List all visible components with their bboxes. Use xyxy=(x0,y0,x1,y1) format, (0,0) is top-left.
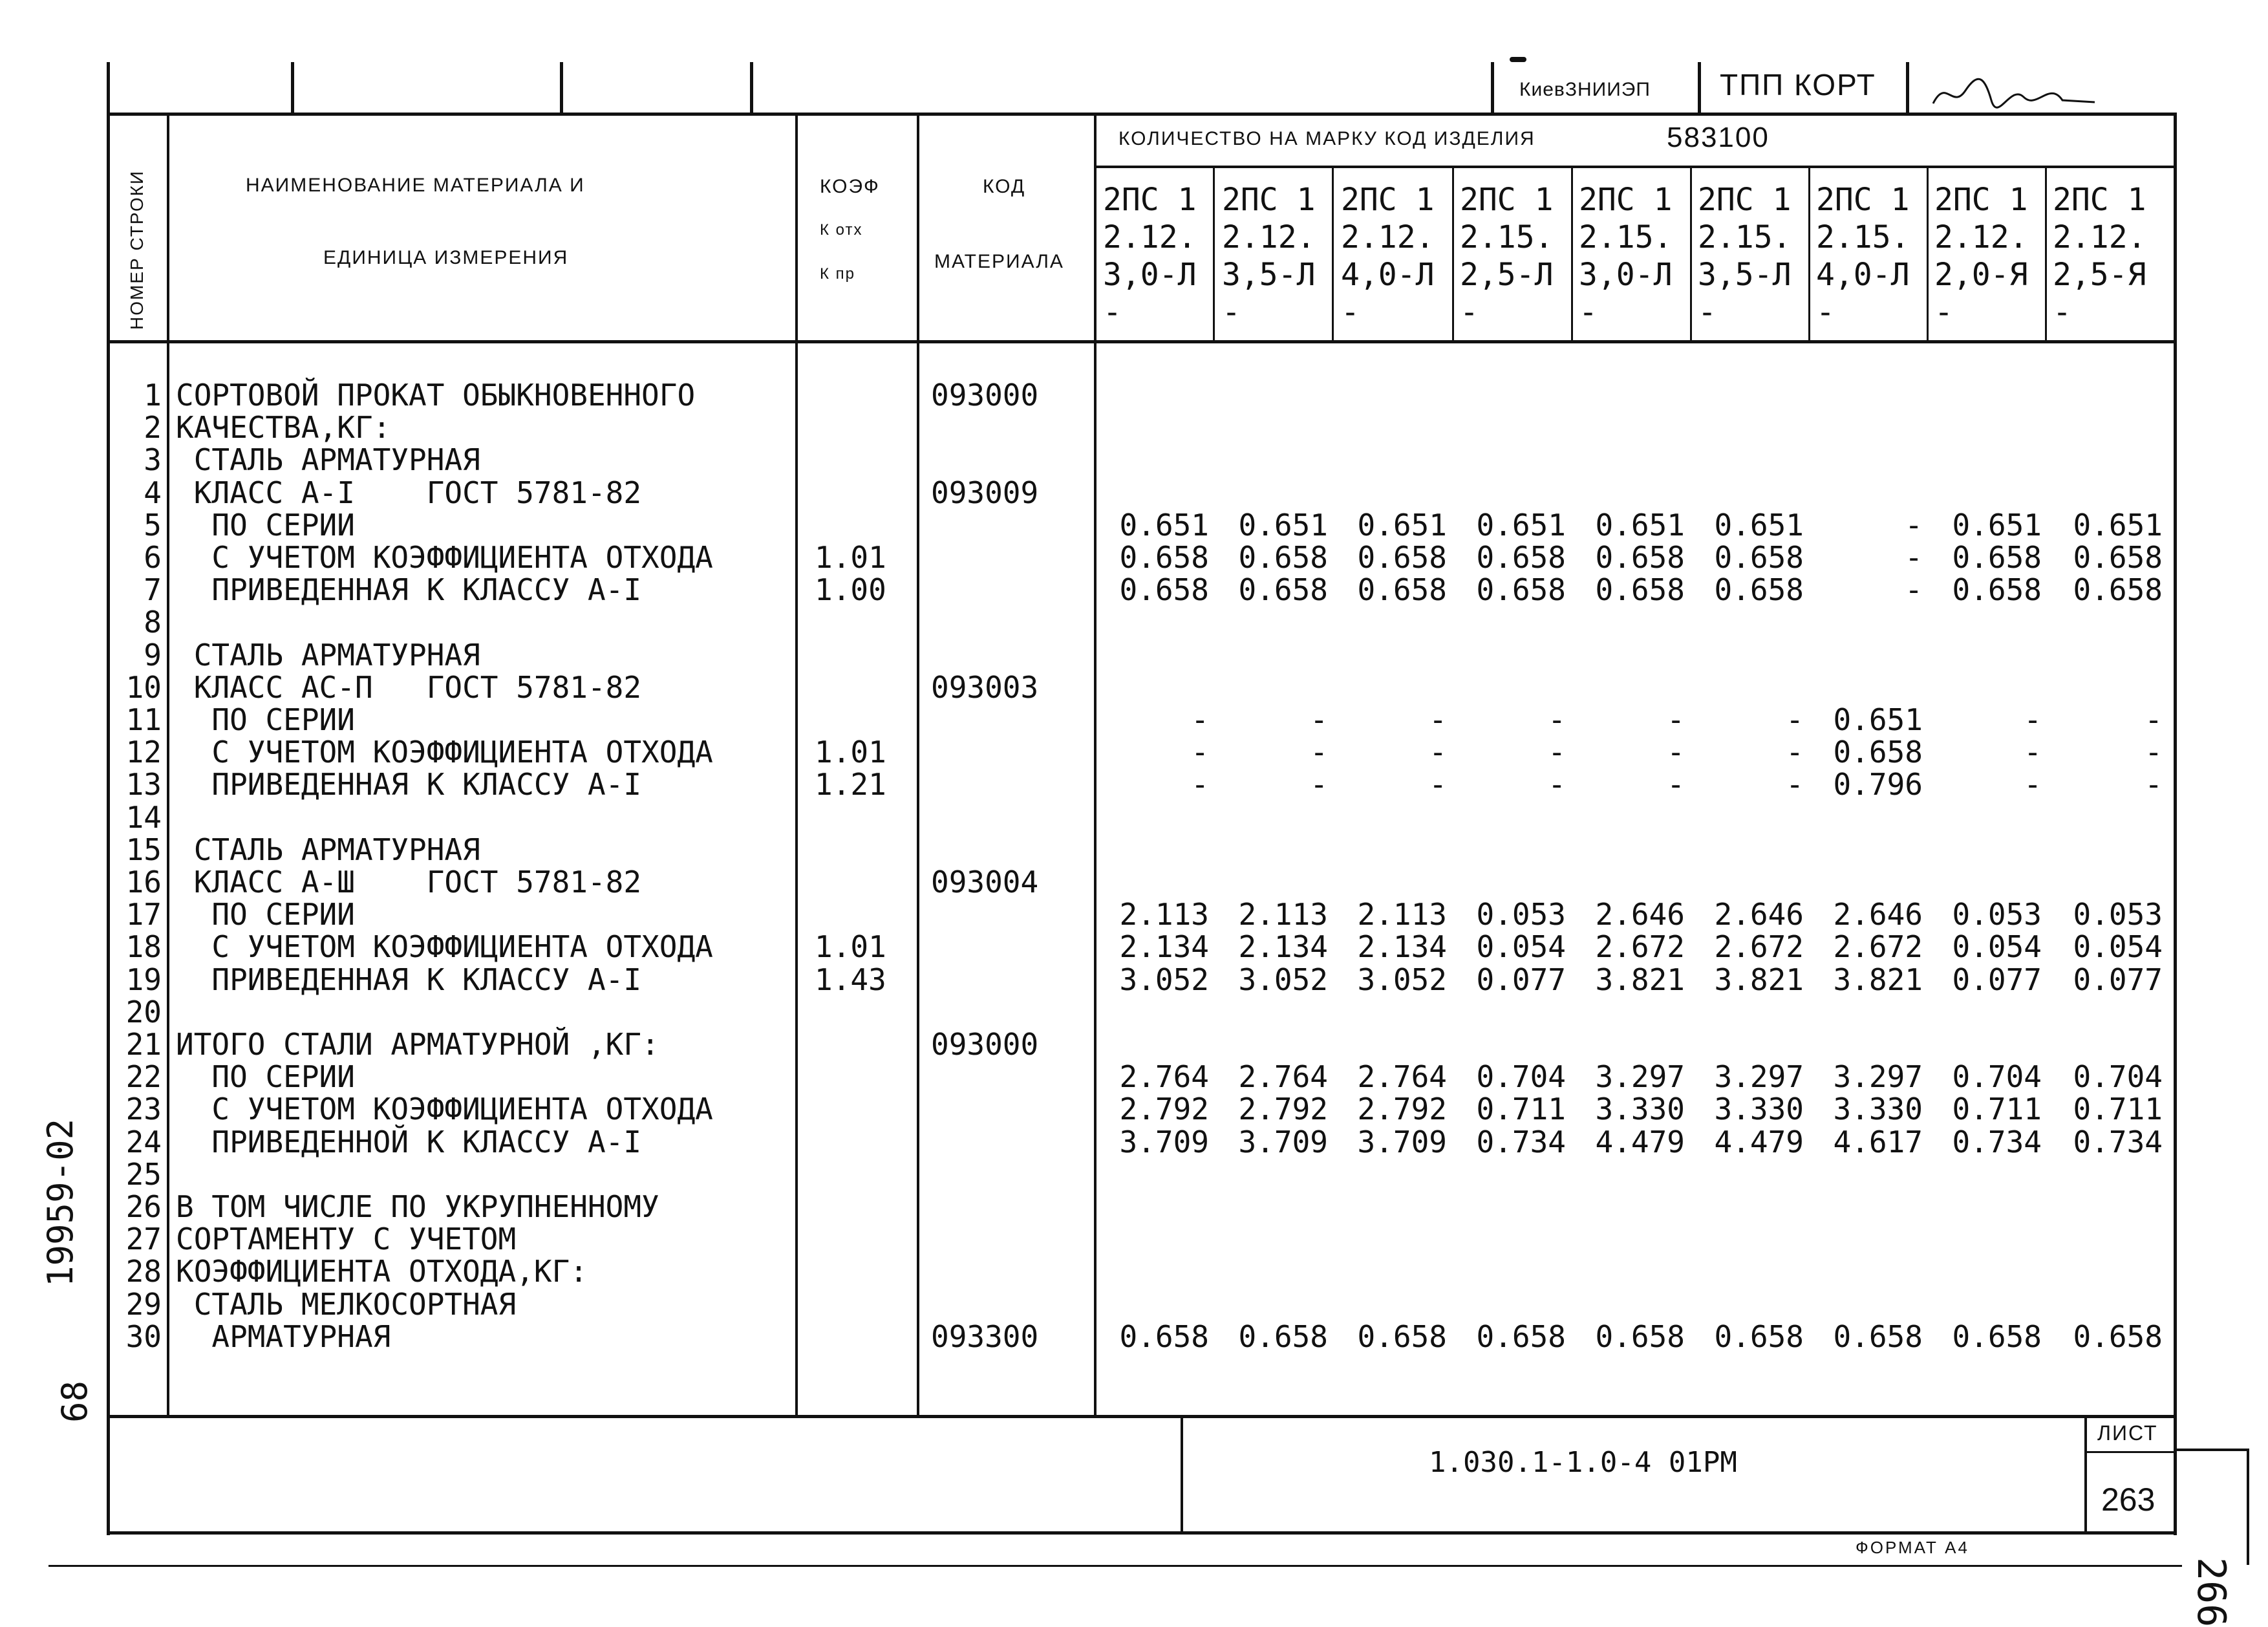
row-number: 8 xyxy=(144,605,162,640)
material-code: 093000 xyxy=(931,378,1039,413)
quantity-value: 0.651 xyxy=(1714,507,1804,543)
quantity-value: - xyxy=(2024,735,2042,770)
page-mark: 68 xyxy=(54,1380,95,1423)
row-number: 12 xyxy=(125,735,162,770)
quantity-value: 0.734 xyxy=(1476,1124,1566,1159)
quantity-value: 2.672 xyxy=(1833,929,1923,965)
quantity-value: 3.821 xyxy=(1714,962,1804,997)
quantity-value: 0.734 xyxy=(1952,1124,2042,1159)
quantity-value: 3.297 xyxy=(1833,1059,1923,1095)
quantity-value: - xyxy=(2024,767,2042,803)
quantity-value: 3.821 xyxy=(1833,962,1923,997)
quantity-value: 0.704 xyxy=(2073,1059,2163,1095)
quantity-value: 0.658 xyxy=(1833,735,1923,770)
row-number-label: НОМЕР СТРОКИ xyxy=(127,169,147,330)
quantity-value: - xyxy=(2145,702,2163,737)
product-column-header xyxy=(1934,181,2051,331)
product-header-line: 3,5-Л xyxy=(1222,257,1316,293)
product-header-line: 2ПС 1 xyxy=(2053,182,2146,218)
quantity-value: 0.651 xyxy=(1119,507,1209,543)
row-number: 4 xyxy=(144,475,162,510)
material-name: ПО СЕРИИ xyxy=(176,702,355,737)
material-name: ПО СЕРИИ xyxy=(176,897,355,932)
material-code: 093300 xyxy=(931,1319,1039,1354)
product-column-header xyxy=(1460,181,1576,331)
quantity-value: - xyxy=(1905,540,1923,575)
quantity-value: 0.658 xyxy=(1357,1319,1447,1354)
material-name: С УЧЕТОМ КОЭФФИЦИЕНТА ОТХОДА xyxy=(176,735,713,770)
material-name: ПРИВЕДЕННАЯ К КЛАССУ А-I xyxy=(176,962,642,997)
product-header-line: 2.12. xyxy=(1934,219,2028,255)
quantity-value: - xyxy=(1548,767,1566,803)
quantity-value: 0.054 xyxy=(2073,929,2163,965)
product-header-line: 2ПС 1 xyxy=(1934,182,2028,218)
quantity-value: 0.658 xyxy=(1714,1319,1804,1354)
row-number: 24 xyxy=(125,1124,162,1159)
material-name: ИТОГО СТАЛИ АРМАТУРНОЙ ,КГ: xyxy=(176,1027,659,1062)
material-name: КЛАСС А-I ГОСТ 5781-82 xyxy=(176,475,642,510)
coefficient: 1.43 xyxy=(815,962,886,997)
material-name: КОЭФФИЦИЕНТА ОТХОДА,КГ: xyxy=(176,1254,588,1289)
quantity-value: 0.658 xyxy=(1238,572,1328,608)
product-header-line: - xyxy=(1698,294,1717,330)
material-name: С УЧЕТОМ КОЭФФИЦИЕНТА ОТХОДА xyxy=(176,929,713,965)
row-number: 3 xyxy=(144,442,162,478)
product-header-line: 2,5-Я xyxy=(2053,257,2146,293)
row-number: 23 xyxy=(125,1092,162,1127)
quantity-value: - xyxy=(2145,767,2163,803)
row-number: 21 xyxy=(125,1027,162,1062)
product-header-line: 2.15. xyxy=(1579,219,1673,255)
row-number: 13 xyxy=(125,767,162,803)
quantity-value: 0.651 xyxy=(1238,507,1328,543)
quantity-value: 0.658 xyxy=(1714,572,1804,608)
quantity-value: 2.672 xyxy=(1595,929,1685,965)
quantity-value: 0.658 xyxy=(1833,1319,1923,1354)
quantity-value: 3.052 xyxy=(1238,962,1328,997)
product-header-line: 3,5-Л xyxy=(1698,257,1792,293)
quantity-value: 0.651 xyxy=(1357,507,1447,543)
product-header-line: 2.12. xyxy=(1341,219,1435,255)
code-header-line1: КОД xyxy=(983,176,1026,197)
quantity-value: 0.796 xyxy=(1833,767,1923,803)
coef-header-line2: К отх xyxy=(820,221,863,239)
row-number: 29 xyxy=(125,1286,162,1322)
material-code: 093000 xyxy=(931,1027,1039,1062)
quantity-value: 2.113 xyxy=(1357,897,1447,932)
quantity-value: - xyxy=(1548,735,1566,770)
quantity-value: 0.658 xyxy=(1952,572,2042,608)
quantity-value: 0.704 xyxy=(1476,1059,1566,1095)
material-code: 093009 xyxy=(931,475,1039,510)
row-number: 6 xyxy=(144,540,162,575)
quantity-value: 2.113 xyxy=(1238,897,1328,932)
product-header-line: 2.12. xyxy=(1222,219,1316,255)
material-name: ПРИВЕДЕННАЯ К КЛАССУ А-I xyxy=(176,572,642,608)
code-header-line2: МАТЕРИАЛА xyxy=(934,251,1064,272)
quantity-value: 3.052 xyxy=(1357,962,1447,997)
quantity-value: 4.479 xyxy=(1714,1124,1804,1159)
quantity-value: 0.658 xyxy=(2073,572,2163,608)
quantity-value: - xyxy=(1191,767,1209,803)
coefficient: 1.21 xyxy=(815,767,886,803)
quantity-value: 0.658 xyxy=(1595,572,1685,608)
product-column-header xyxy=(2053,181,2169,331)
quantity-value: 3.330 xyxy=(1595,1092,1685,1127)
row-number: 5 xyxy=(144,507,162,543)
quantity-value: 0.651 xyxy=(1595,507,1685,543)
quantity-value: 0.651 xyxy=(1476,507,1566,543)
material-name: КЛАСС А-Ш ГОСТ 5781-82 xyxy=(176,865,642,900)
quantity-value: 0.658 xyxy=(1714,540,1804,575)
product-header-line: - xyxy=(1460,294,1479,330)
quantity-value: 0.658 xyxy=(2073,1319,2163,1354)
quantity-value: 2.646 xyxy=(1714,897,1804,932)
product-column-header xyxy=(1222,181,1338,331)
row-number: 22 xyxy=(125,1059,162,1095)
quantity-value: - xyxy=(1905,572,1923,608)
material-name: ПО СЕРИИ xyxy=(176,507,355,543)
quantity-value: 0.053 xyxy=(2073,897,2163,932)
material-name: АРМАТУРНАЯ xyxy=(176,1319,391,1354)
row-number: 10 xyxy=(125,669,162,705)
quantity-value: 3.709 xyxy=(1119,1124,1209,1159)
quantity-value: 0.053 xyxy=(1476,897,1566,932)
quantity-value: 0.658 xyxy=(1476,1319,1566,1354)
row-number: 15 xyxy=(125,832,162,867)
quantity-value: 0.053 xyxy=(1952,897,2042,932)
product-header-line: 2ПС 1 xyxy=(1816,182,1910,218)
material-name: СТАЛЬ АРМАТУРНАЯ xyxy=(176,637,480,673)
quantity-value: 0.658 xyxy=(1357,540,1447,575)
material-name-header-line1: НАИМЕНОВАНИЕ МАТЕРИАЛА И xyxy=(246,175,585,196)
quantity-value: - xyxy=(1548,702,1566,737)
row-number: 25 xyxy=(125,1156,162,1192)
quantity-value: 3.709 xyxy=(1357,1124,1447,1159)
product-header-line: 2ПС 1 xyxy=(1222,182,1316,218)
product-column-header xyxy=(1579,181,1695,331)
product-header-line: 2,5-Л xyxy=(1460,257,1554,293)
quantity-value: 0.651 xyxy=(1833,702,1923,737)
quantity-value: - xyxy=(1429,767,1447,803)
quantity-value: - xyxy=(2024,702,2042,737)
quantity-value: 0.658 xyxy=(1238,540,1328,575)
quantity-value: 0.711 xyxy=(1952,1092,2042,1127)
product-header-line: 2ПС 1 xyxy=(1103,182,1197,218)
quantity-value: - xyxy=(2145,735,2163,770)
product-header-line: 4,0-Л xyxy=(1341,257,1435,293)
product-header-line: 2,0-Я xyxy=(1934,257,2028,293)
quantity-value: 3.330 xyxy=(1833,1092,1923,1127)
quantity-value: - xyxy=(1429,702,1447,737)
product-header-line: 2ПС 1 xyxy=(1341,182,1435,218)
product-header-line: 2.15. xyxy=(1460,219,1554,255)
product-header-line: - xyxy=(1579,294,1598,330)
material-name: СОРТОВОЙ ПРОКАТ ОБЫКНОВЕННОГО xyxy=(176,378,696,413)
product-header-line: - xyxy=(1341,294,1360,330)
material-name: ПО СЕРИИ xyxy=(176,1059,355,1095)
quantity-value: 0.651 xyxy=(1952,507,2042,543)
quantity-value: 0.658 xyxy=(1476,540,1566,575)
quantity-value: - xyxy=(1191,735,1209,770)
row-number: 27 xyxy=(125,1222,162,1257)
product-header-line: 4,0-Л xyxy=(1816,257,1910,293)
material-name-header-line2: ЕДИНИЦА ИЗМЕРЕНИЯ xyxy=(323,247,569,268)
material-name: КАЧЕСТВА,КГ: xyxy=(176,410,391,446)
organization-name: КиевЗНИИЭП xyxy=(1519,79,1651,100)
quantity-value: 0.077 xyxy=(2073,962,2163,997)
material-name: В ТОМ ЧИСЛЕ ПО УКРУПНЕННОМУ xyxy=(176,1189,659,1224)
quantity-value: 0.651 xyxy=(2073,507,2163,543)
product-header-line: 2.15. xyxy=(1698,219,1792,255)
material-code: 093003 xyxy=(931,669,1039,705)
row-number: 1 xyxy=(144,378,162,413)
coefficient: 1.01 xyxy=(815,540,886,575)
quantity-value: 4.617 xyxy=(1833,1124,1923,1159)
signature xyxy=(1927,65,2121,116)
quantity-value: 0.711 xyxy=(1476,1092,1566,1127)
quantity-value: 2.792 xyxy=(1238,1092,1328,1127)
product-header-line: - xyxy=(2053,294,2071,330)
quantity-value: 2.113 xyxy=(1119,897,1209,932)
quantity-value: 3.330 xyxy=(1714,1092,1804,1127)
quantity-value: - xyxy=(1667,702,1685,737)
sheet-number: 263 xyxy=(2101,1482,2156,1518)
quantity-value: - xyxy=(1191,702,1209,737)
document-type: ТПП КОРТ xyxy=(1720,68,1876,102)
quantity-value: 0.658 xyxy=(1238,1319,1328,1354)
quantity-value: 0.711 xyxy=(2073,1092,2163,1127)
quantity-value: 0.658 xyxy=(1119,540,1209,575)
quantity-value: - xyxy=(1310,735,1328,770)
quantity-value: 2.134 xyxy=(1238,929,1328,965)
material-name: ПРИВЕДЕННОЙ К КЛАССУ А-I xyxy=(176,1124,642,1159)
quantity-value: 2.646 xyxy=(1833,897,1923,932)
row-number: 30 xyxy=(125,1319,162,1354)
coef-header-line1: КОЭФ xyxy=(820,176,880,197)
row-number: 11 xyxy=(125,702,162,737)
product-header-line: 3,0-Л xyxy=(1579,257,1673,293)
row-number: 20 xyxy=(125,994,162,1029)
quantity-value: 0.054 xyxy=(1476,929,1566,965)
row-number: 7 xyxy=(144,572,162,608)
row-number: 19 xyxy=(125,962,162,997)
product-header-line: 2.12. xyxy=(1103,219,1197,255)
quantity-value: 0.054 xyxy=(1952,929,2042,965)
quantity-value: 2.134 xyxy=(1357,929,1447,965)
quantity-value: 0.658 xyxy=(1119,572,1209,608)
quantity-value: - xyxy=(1786,767,1804,803)
quantity-value: - xyxy=(1667,767,1685,803)
product-header-line: 2ПС 1 xyxy=(1579,182,1673,218)
material-name: С УЧЕТОМ КОЭФФИЦИЕНТА ОТХОДА xyxy=(176,1092,713,1127)
quantity-value: 3.297 xyxy=(1595,1059,1685,1095)
product-header-line: 2.12. xyxy=(2053,219,2146,255)
product-header-line: - xyxy=(1222,294,1241,330)
quantity-value: 2.764 xyxy=(1357,1059,1447,1095)
material-name: СОРТАМЕНТУ С УЧЕТОМ xyxy=(176,1222,517,1257)
quantity-value: - xyxy=(1667,735,1685,770)
quantity-value: 0.734 xyxy=(2073,1124,2163,1159)
quantity-value: 0.658 xyxy=(1595,540,1685,575)
quantity-value: 2.134 xyxy=(1119,929,1209,965)
material-name: С УЧЕТОМ КОЭФФИЦИЕНТА ОТХОДА xyxy=(176,540,713,575)
row-number: 28 xyxy=(125,1254,162,1289)
quantity-value: 0.658 xyxy=(1119,1319,1209,1354)
product-header-line: - xyxy=(1816,294,1835,330)
quantity-value: - xyxy=(1310,702,1328,737)
product-header-line: 3,0-Л xyxy=(1103,257,1197,293)
coef-header-line3: К пр xyxy=(820,265,855,283)
product-column-header xyxy=(1341,181,1457,331)
format-label: ФОРМАТ А4 xyxy=(1856,1538,1969,1557)
product-header-line: - xyxy=(1103,294,1122,330)
quantity-header: КОЛИЧЕСТВО НА МАРКУ КОД ИЗДЕЛИЯ xyxy=(1118,128,1535,149)
material-code: 093004 xyxy=(931,865,1039,900)
inventory-number: 19959-02 xyxy=(40,1118,81,1287)
coefficient: 1.01 xyxy=(815,929,886,965)
quantity-value: 2.764 xyxy=(1119,1059,1209,1095)
row-number: 2 xyxy=(144,410,162,446)
material-name: ПРИВЕДЕННАЯ К КЛАССУ А-I xyxy=(176,767,642,803)
product-code: 583100 xyxy=(1667,122,1770,153)
quantity-value: 3.821 xyxy=(1595,962,1685,997)
coefficient: 1.01 xyxy=(815,735,886,770)
quantity-value: 0.658 xyxy=(1952,540,2042,575)
quantity-value: 4.479 xyxy=(1595,1124,1685,1159)
product-header-line: 2ПС 1 xyxy=(1698,182,1792,218)
row-number: 17 xyxy=(125,897,162,932)
document-code: 1.030.1-1.0-4 01РМ xyxy=(1429,1446,1737,1479)
material-name: СТАЛЬ АРМАТУРНАЯ xyxy=(176,832,480,867)
handwritten-page-number: 266 xyxy=(2188,1557,2234,1627)
row-number: 18 xyxy=(125,929,162,965)
coefficient: 1.00 xyxy=(815,572,886,608)
quantity-value: 0.077 xyxy=(1476,962,1566,997)
quantity-value: 0.658 xyxy=(1476,572,1566,608)
quantity-value: 3.052 xyxy=(1119,962,1209,997)
quantity-value: - xyxy=(1310,767,1328,803)
quantity-value: - xyxy=(1429,735,1447,770)
quantity-value: 2.672 xyxy=(1714,929,1804,965)
material-name: СТАЛЬ МЕЛКОСОРТНАЯ xyxy=(176,1286,517,1322)
product-header-line: 2ПС 1 xyxy=(1460,182,1554,218)
quantity-value: - xyxy=(1786,735,1804,770)
sheet-label: ЛИСТ xyxy=(2097,1421,2158,1445)
quantity-value: 0.077 xyxy=(1952,962,2042,997)
product-column-header xyxy=(1816,181,1932,331)
quantity-value: 2.792 xyxy=(1357,1092,1447,1127)
row-number: 14 xyxy=(125,799,162,835)
product-header-line: - xyxy=(1934,294,1953,330)
row-number: 9 xyxy=(144,637,162,673)
quantity-value: 0.658 xyxy=(2073,540,2163,575)
quantity-value: 0.658 xyxy=(1357,572,1447,608)
product-column-header xyxy=(1103,181,1219,331)
quantity-value: 2.646 xyxy=(1595,897,1685,932)
quantity-value: 3.297 xyxy=(1714,1059,1804,1095)
material-name: СТАЛЬ АРМАТУРНАЯ xyxy=(176,442,480,478)
product-header-line: 2.15. xyxy=(1816,219,1910,255)
quantity-value: 2.764 xyxy=(1238,1059,1328,1095)
product-column-header xyxy=(1698,181,1814,331)
quantity-value: 0.658 xyxy=(1595,1319,1685,1354)
quantity-value: - xyxy=(1905,507,1923,543)
row-number: 16 xyxy=(125,865,162,900)
row-number: 26 xyxy=(125,1189,162,1224)
quantity-value: 2.792 xyxy=(1119,1092,1209,1127)
quantity-value: 0.704 xyxy=(1952,1059,2042,1095)
material-name: КЛАСС АС-П ГОСТ 5781-82 xyxy=(176,669,642,705)
quantity-value: 3.709 xyxy=(1238,1124,1328,1159)
quantity-value: - xyxy=(1786,702,1804,737)
quantity-value: 0.658 xyxy=(1952,1319,2042,1354)
